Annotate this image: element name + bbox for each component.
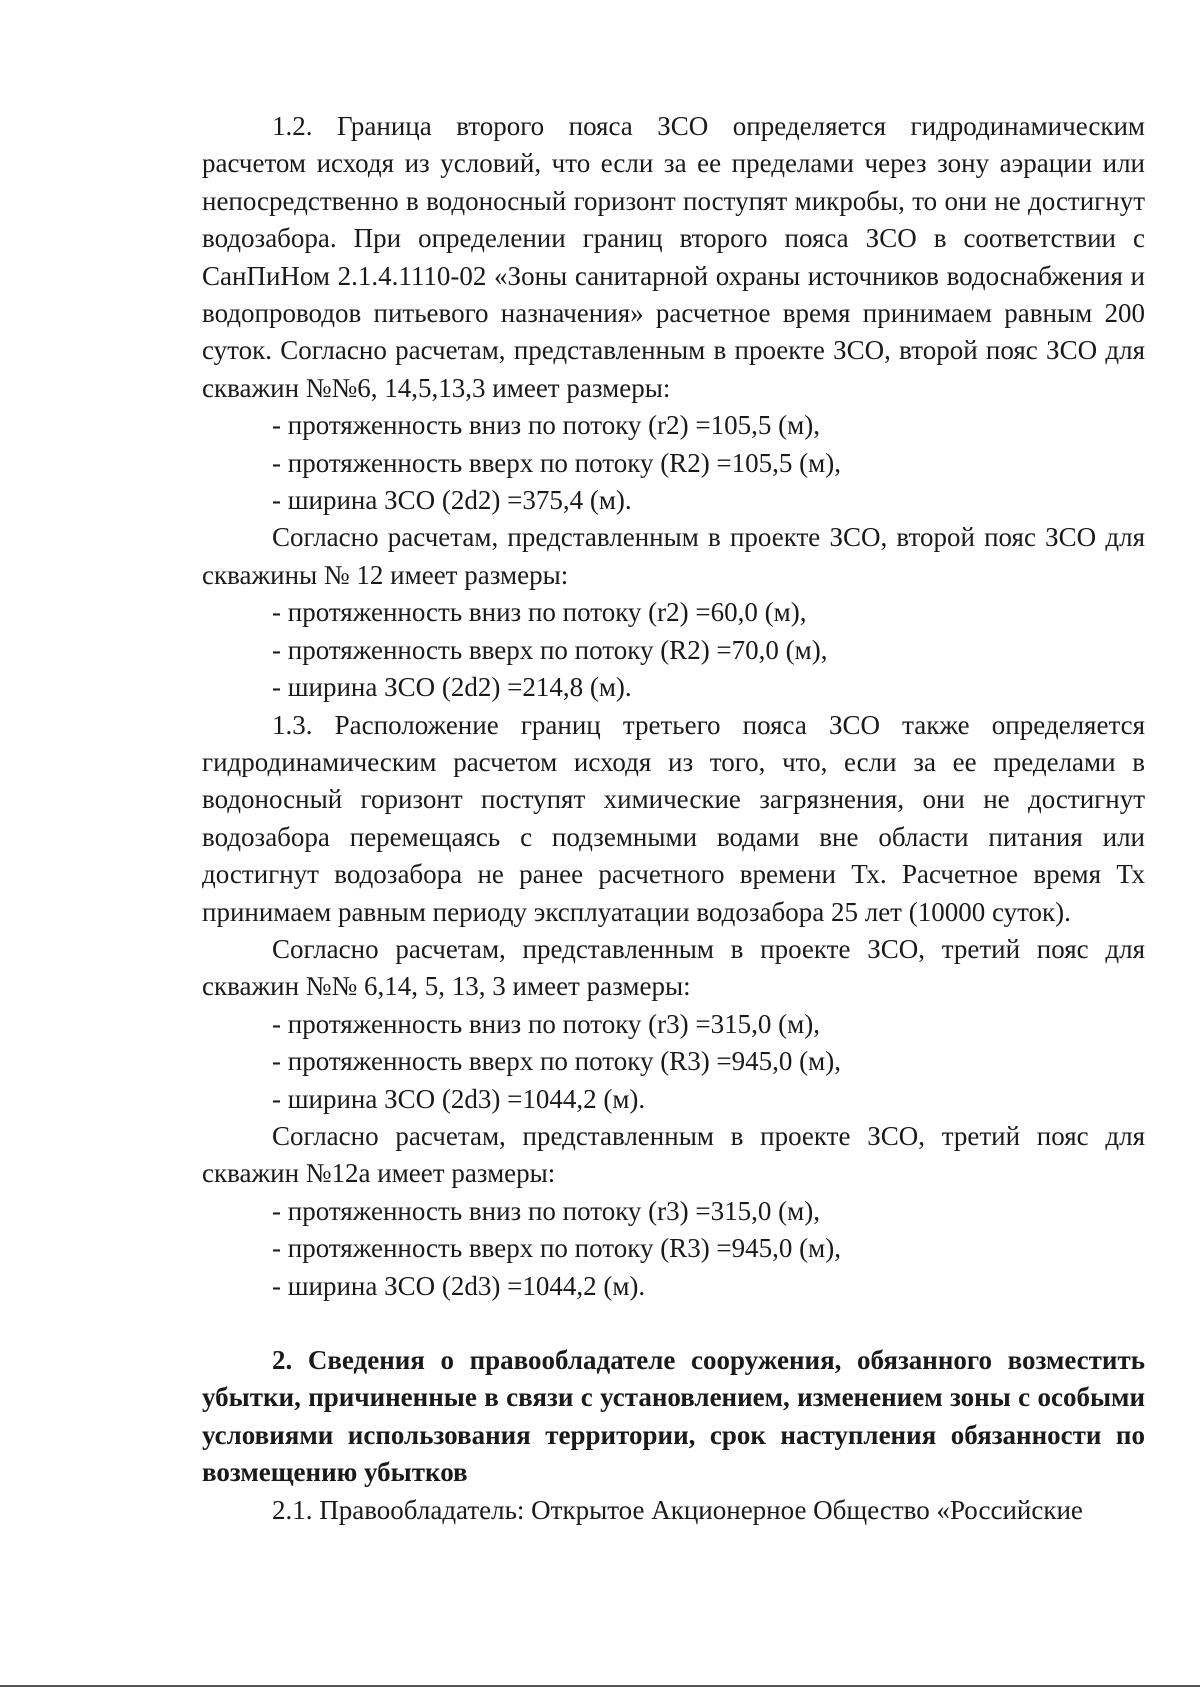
paragraph-third-belt-well-12a: Согласно расчетам, представленным в проекте ЗСО, третий пояс для скважин №12а имеет размеры: xyxy=(202,1120,1145,1189)
list-item: - протяженность вверх по потоку (R2) =70,0 (м), xyxy=(272,634,828,665)
list-item: - протяженность вниз по потоку (r3) =315,0 (м), xyxy=(272,1195,820,1226)
spacer xyxy=(202,1305,1145,1342)
page-bottom-rule xyxy=(0,1685,1200,1687)
list-item: - протяженность вниз по потоку (r2) =105,5 (м), xyxy=(272,410,820,441)
paragraph-well-12: Согласно расчетам, представленным в проекте ЗСО, второй пояс ЗСО для скважины № 12 имеет размеры: xyxy=(202,522,1145,590)
list-item: - протяженность вниз по потоку (r2) =60,0 (м), xyxy=(272,597,807,628)
paragraph-2-1: 2.1. Правообладатель: Открытое Акционерное Общество «Российские xyxy=(272,1494,1083,1525)
paragraph-1-2: 1.2. Граница второго пояса ЗСО определяется гидродинамическим расчетом исходя из условий, что если за ее пределами через зону аэрации или непосредственно в водоносный горизонт поступят микробы, то они не достигнут водозабора. При определении границ второго пояса ЗСО в соответствии с СанПиНом 2.1.4.1110-02 «Зоны санитарной охраны источников водоснабжения и водопроводов питьевого назначения» расчетное время принимаем равным 200 суток. Согласно расчетам, представленным в проекте ЗСО, второй пояс ЗСО для скважин №№6, 14,5,13,3 имеет размеры: xyxy=(202,111,1145,403)
document-page xyxy=(202,108,1145,1529)
list-item: - ширина ЗСО (2d2) =375,4 (м). xyxy=(272,485,632,516)
list-item: - протяженность вверх по потоку (R2) =105,5 (м), xyxy=(272,447,841,478)
list-item: - ширина ЗСО (2d2) =214,8 (м). xyxy=(272,672,632,703)
list-item: - ширина ЗСО (2d3) =1044,2 (м). xyxy=(272,1270,646,1301)
list-item: - протяженность вниз по потоку (r3) =315,0 (м), xyxy=(272,1008,820,1039)
list-item: - ширина ЗСО (2d3) =1044,2 (м). xyxy=(272,1083,646,1114)
paragraph-third-belt-wells: Согласно расчетам, представленным в проекте ЗСО, третий пояс для скважин №№ 6,14, 5, 13, 3 имеет размеры: xyxy=(202,933,1145,1002)
list-item: - протяженность вверх по потоку (R3) =945,0 (м), xyxy=(272,1046,841,1077)
section-2-heading: 2. Сведения о правообладателе сооружения, обязанного возместить убытки, причиненные в связи с установлением, изменением зоны с особыми условиями использования территории, срок наступления обязанности по возмещению убытков xyxy=(202,1345,1145,1488)
list-item: - протяженность вверх по потоку (R3) =945,0 (м), xyxy=(272,1233,841,1264)
paragraph-1-3: 1.3. Расположение границ третьего пояса ЗСО также определяется гидродинамическим расчетом исходя из того, что, если за ее пределами в водоносный горизонт поступят химические загрязнения, они не достигнут водозабора перемещаясь с подземными водами вне области питания или достигнут водозабора не ранее расчетного времени Тх. Расчетное время Тх принимаем равным периоду эксплуатации водозабора 25 лет (10000 суток). xyxy=(202,709,1145,927)
